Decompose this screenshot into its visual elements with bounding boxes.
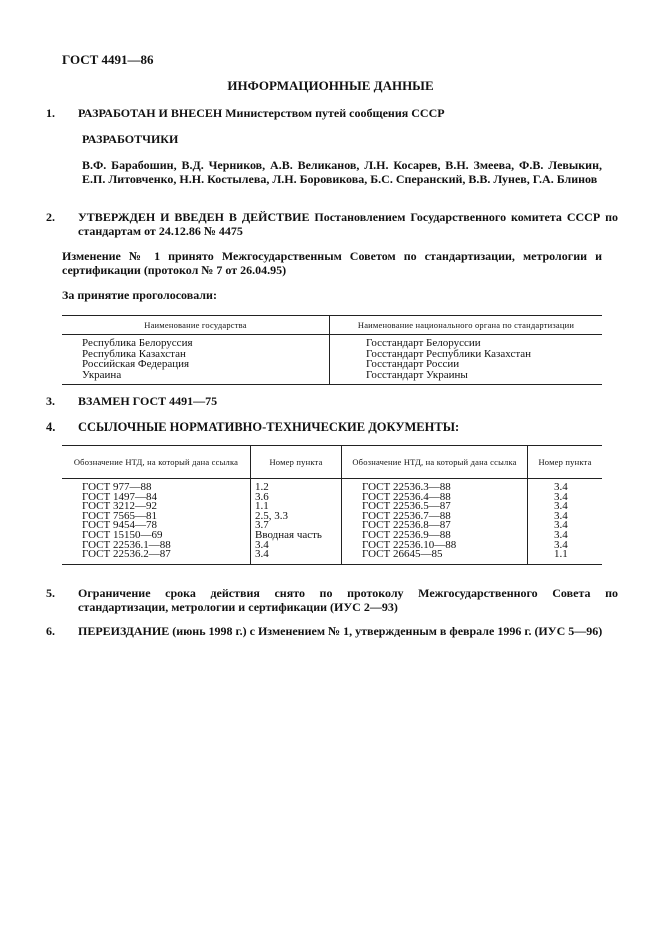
ref-item: 2.5, 3.3 [255,509,288,522]
ref-right-docs-cell [342,479,528,565]
ref-doc: ГОСТ 26645—85 [362,548,443,561]
section-1-number: 1. [46,106,55,120]
section-4-text: ССЫЛОЧНЫЕ НОРМАТИВНО-ТЕХНИЧЕСКИЕ ДОКУМЕНТЫ: [78,420,460,434]
votes-header-state: Наименование государства [62,316,330,335]
voted-label: За принятие проголосовали: [62,288,217,302]
section-3 [46,394,618,408]
ref-doc: ГОСТ 977—88 [82,481,152,493]
section-1 [46,106,618,120]
votes-table [62,315,602,385]
developers-heading: РАЗРАБОТЧИКИ [82,132,179,146]
ref-doc: ГОСТ 9454—78 [82,519,157,532]
votes-bodies-cell [330,335,603,385]
references-table [62,445,602,565]
ref-item: 3.7 [255,519,269,532]
section-6-text: ПЕРЕИЗДАНИЕ (июнь 1998 г.) с Изменением № 1, утвержденным в феврале 1996 г. (ИУС 5—96) [78,624,603,638]
ref-header-doc-left: Обозначение НТД, на который дана ссылка [62,446,251,479]
ref-doc: ГОСТ 1497—84 [82,490,157,503]
ref-item: 3.4 [554,538,568,551]
ref-doc: ГОСТ 22536.10—88 [362,538,457,551]
ref-doc: ГОСТ 22536.8—87 [362,519,451,532]
section-4 [46,420,618,434]
votes-header-body: Наименование национального органа по стандартизации [330,316,603,335]
ref-doc: ГОСТ 7565—81 [82,509,157,522]
ref-doc: ГОСТ 22536.2—87 [82,548,171,561]
state-name: Республика Казахстан [82,347,186,360]
ref-left-docs-cell [62,479,251,565]
ref-doc: ГОСТ 22536.9—88 [362,528,451,541]
ref-item: Вводная часть [255,528,322,541]
standards-body-name: Госстандарт Украины [366,368,468,381]
state-name: Украина [82,368,122,381]
ref-doc: ГОСТ 22536.3—88 [362,481,451,493]
section-3-text: ВЗАМЕН ГОСТ 4491—75 [78,394,218,408]
ref-item: 1.1 [255,500,269,513]
ref-item: 3.4 [554,509,568,522]
votes-states-cell [62,335,330,385]
section-5 [46,586,618,614]
ref-left-items-cell [251,479,342,565]
ref-item: 1.2 [255,481,269,493]
state-name: Республика Белоруссия [82,337,193,349]
section-5-number: 5. [46,586,55,600]
section-2 [46,210,618,238]
ref-item: 3.4 [554,481,568,493]
standards-body-name: Госстандарт России [366,358,460,370]
section-4-number: 4. [46,420,56,434]
ref-header-doc-right: Обозначение НТД, на который дана ссылка [342,446,528,479]
ref-header-item-left: Номер пункта [251,446,342,479]
ref-doc: ГОСТ 22536.1—88 [82,538,171,551]
ref-item: 3.6 [255,490,269,503]
section-6-number: 6. [46,624,55,638]
ref-item: 3.4 [255,548,269,561]
ref-item: 3.4 [554,490,568,503]
ref-item: 3.4 [554,528,568,541]
section-6 [46,624,638,638]
ref-doc: ГОСТ 3212—92 [82,500,157,513]
ref-item: 3.4 [554,519,568,532]
section-3-number: 3. [46,394,55,408]
change-note: Изменение № 1 принято Межгосударственным Советом по стандартизации, метрологии и сертификации (протокол № 7 от 26.04.95) [62,249,602,277]
ref-doc: ГОСТ 22536.7—88 [362,509,451,522]
developers-list: В.Ф. Барабошин, В.Д. Черников, А.В. Великанов, Л.Н. Косарев, В.Н. Змеева, Ф.В. Левыкин, Е.П. Литовченко, Н.Н. Костылева, Л.Н. Боровикова, Б.С. Сперанский, В.В. Лунев, Г.А. Блинов [82,158,602,186]
ref-right-items-cell [528,479,603,565]
section-2-number: 2. [46,210,55,224]
standards-body-name: Госстандарт Белоруссии [366,337,481,349]
references-header-row [62,446,602,479]
ref-item: 3.4 [255,538,269,551]
page-title: ИНФОРМАЦИОННЫЕ ДАННЫЕ [227,78,434,93]
document-code: ГОСТ 4491—86 [62,52,154,67]
ref-doc: ГОСТ 22536.5—87 [362,500,451,513]
ref-header-item-right: Номер пункта [528,446,603,479]
references-body-row [62,479,602,565]
ref-doc: ГОСТ 15150—69 [82,528,163,541]
votes-table-row [62,335,602,385]
ref-item: 3.4 [554,500,568,513]
state-name: Российская Федерация [82,358,190,370]
section-2-text: УТВЕРЖДЕН И ВВЕДЕН В ДЕЙСТВИЕ Постановлением Государственного комитета СССР по стандартам от 24.12.86 № 4475 [78,210,618,238]
ref-doc: ГОСТ 22536.4—88 [362,490,451,503]
votes-table-header-row [62,316,602,335]
ref-item: 1.1 [554,548,568,561]
standards-body-name: Госстандарт Республики Казахстан [366,347,532,360]
section-5-text: Ограничение срока действия снято по протоколу Межгосударственного Совета по стандартизации, метрологии и сертификации (ИУС 2—93) [78,586,618,614]
section-1-text: РАЗРАБОТАН И ВНЕСЕН Министерством путей сообщения СССР [78,106,445,120]
